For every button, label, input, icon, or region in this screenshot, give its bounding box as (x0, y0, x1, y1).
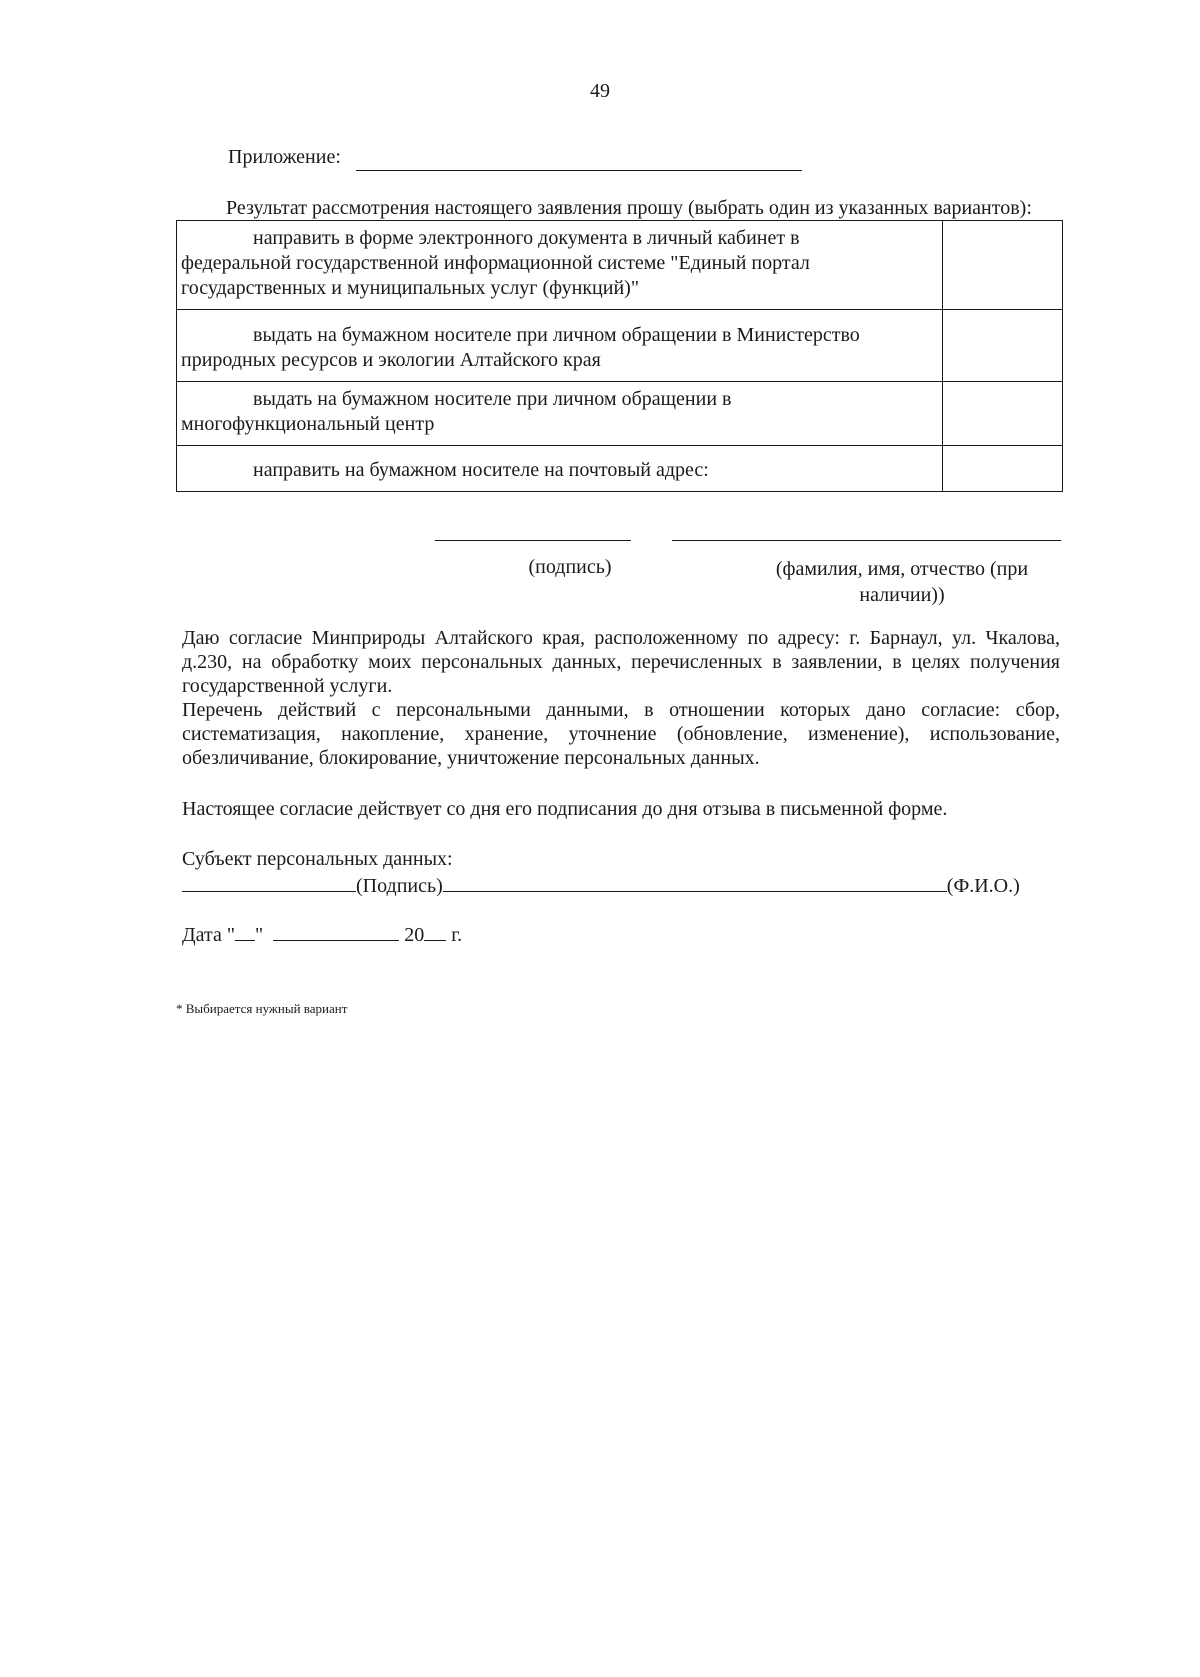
date-label: Дата " (182, 924, 236, 946)
full-name-caption-line: наличии)) (859, 584, 945, 606)
date-quote: " (255, 924, 264, 946)
option-text (177, 221, 943, 310)
option-text (177, 382, 943, 446)
date-line (182, 920, 462, 947)
date-year-field[interactable] (424, 920, 446, 941)
option-rest: федеральной государственной информационной системе "Единый портал государственных и муниципальных услуг (функций)" (181, 252, 810, 299)
option-checkbox-cell[interactable] (943, 221, 1063, 310)
subject-signature-line (182, 871, 1020, 898)
full-name-caption (752, 556, 1052, 608)
consent-actions-paragraph: Перечень действий с персональными данными, в отношении которых дано согласие: сбор, систематизация, накопление, хранение, уточнение (обновление, изменение), использование, обезличивание, блокирование, уничтожение персональных данных. (182, 699, 1060, 769)
option-first-line: направить на бумажном носителе на почтовый адрес: (253, 459, 709, 481)
subject-signature-label: (Подпись) (356, 875, 443, 897)
subject-name-label: (Ф.И.О.) (946, 875, 1020, 897)
option-row (177, 221, 1063, 310)
option-text (177, 310, 943, 382)
attachment-label: Приложение: (228, 146, 341, 168)
option-rest: многофункциональный центр (181, 413, 435, 435)
date-year-prefix: 20 (404, 924, 425, 946)
date-month-field[interactable] (273, 920, 399, 941)
option-first-line: направить в форме электронного документа в личный кабинет в (253, 227, 800, 249)
option-checkbox-cell[interactable] (943, 446, 1063, 492)
option-row (177, 310, 1063, 382)
full-name-field[interactable] (672, 540, 1061, 541)
attachment-field[interactable] (356, 170, 802, 171)
consent-paragraph: Даю согласие Минприроды Алтайского края, расположенному по адресу: г. Барнаул, ул. Чкалова, д.230, на обработку моих персональных данных, перечисленных в заявлении, в целях получения государственной услуги. (182, 627, 1060, 697)
option-checkbox-cell[interactable] (943, 310, 1063, 382)
signature-caption: (подпись) (528, 556, 612, 578)
consent-validity: Настоящее согласие действует со дня его подписания до дня отзыва в письменной форме. (182, 798, 948, 820)
consent-text (182, 626, 1060, 770)
option-row (177, 382, 1063, 446)
page-number: 49 (590, 80, 610, 102)
date-suffix: г. (451, 924, 463, 946)
option-first-line: выдать на бумажном носителе при личном обращении в (253, 388, 732, 410)
subject-signature-field[interactable] (182, 871, 356, 892)
date-day-field[interactable] (235, 920, 255, 941)
option-rest: природных ресурсов и экологии Алтайского края (181, 349, 601, 371)
subject-label: Субъект персональных данных: (182, 848, 453, 870)
full-name-caption-line: (фамилия, имя, отчество (при (775, 558, 1029, 580)
option-checkbox-cell[interactable] (943, 382, 1063, 446)
result-request-heading: Результат рассмотрения настоящего заявления прошу (выбрать один из указанных вариантов): (226, 197, 1032, 219)
subject-name-field[interactable] (443, 871, 947, 892)
signature-field[interactable] (435, 540, 631, 541)
option-text (177, 446, 943, 492)
footnote: * Выбирается нужный вариант (176, 1001, 348, 1016)
option-row (177, 446, 1063, 492)
option-first-line: выдать на бумажном носителе при личном обращении в Министерство (253, 324, 860, 346)
delivery-options-table (176, 220, 1063, 492)
